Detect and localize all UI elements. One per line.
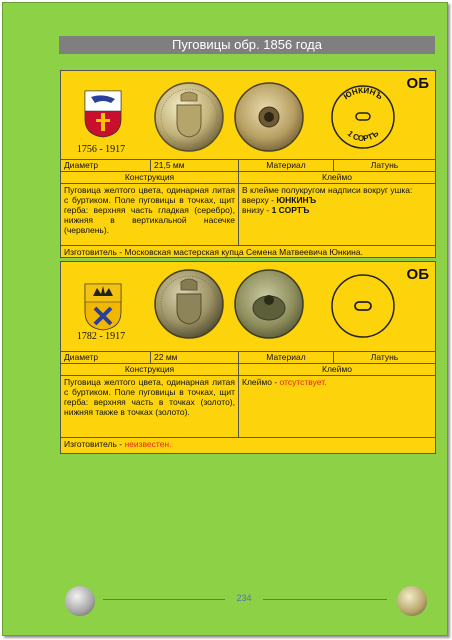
maker-label: Изготовитель - [64, 247, 125, 257]
stamp-header: Клеймо [322, 172, 352, 182]
construction-text: Пуговица желтого цвета, одинарная литая с буртиком. Поле пуговицы в точках, щит герба: верхняя часть гладкая (серебро), нижняя в вертикальной насечке (червлень). [61, 184, 239, 246]
diameter-label: Диаметр [61, 160, 151, 171]
button-front-photo [153, 81, 225, 153]
stamp-desc-bottom-value: 1 СОРТЪ [271, 205, 310, 215]
eagle-medallion-icon [65, 586, 95, 616]
svg-text:ЮНКИНЪ [342, 86, 384, 102]
maker-text [61, 438, 435, 450]
stamp-desc-bottom-prefix: внизу - [242, 205, 272, 215]
footer-divider-left [103, 599, 225, 600]
stamp-desc-top-prefix: вверху - [242, 195, 277, 205]
stamp-desc-line-2 [242, 195, 432, 205]
maker-text [61, 246, 435, 258]
years-label: 1756 - 1917 [76, 144, 126, 155]
mark-label: ОБ [406, 75, 429, 92]
material-label: Материал [239, 160, 334, 171]
header-row [61, 171, 435, 183]
footer-divider-right [263, 599, 387, 600]
stamp-header: Клеймо [322, 364, 352, 374]
stamp-desc-line-3 [242, 205, 432, 215]
maker-value: неизвестен. [124, 439, 172, 449]
page [2, 2, 448, 636]
button-back-photo [233, 81, 305, 153]
construction-header: Конструкция [61, 364, 239, 375]
mark-label: ОБ [406, 266, 429, 283]
maker-row [61, 245, 435, 258]
stamp-description [239, 376, 435, 388]
construction-header: Конструкция [61, 172, 239, 183]
maker-value: Московская мастерская купца Семена Матвеевича Юнкина. [124, 247, 363, 257]
construction-text: Пуговица желтого цвета, одинарная литая с буртиком. Поле пуговицы в точках, щит герба: верхняя часть в точках (золото), нижняя также в точках (золото). [61, 376, 239, 438]
stamp-desc-prefix: Клеймо - [242, 377, 280, 387]
button-card-2 [60, 261, 436, 454]
description-row [61, 183, 435, 245]
description-row [61, 375, 435, 437]
button-back-photo [233, 268, 305, 340]
stamp-text-top: ЮНКИНЪ [341, 85, 385, 102]
page-title: Пуговицы обр. 1856 года [59, 36, 435, 54]
monogram-medallion-icon [397, 586, 427, 616]
diameter-value: 21,5 мм [151, 160, 239, 171]
stamp-desc-line-1: В клейме полукругом надписи вокруг ушка: [242, 185, 413, 195]
spec-row [61, 159, 435, 171]
stamp-text-bottom: 1 СОРТЪ [345, 128, 381, 144]
stamp-drawing [329, 83, 397, 151]
stamp-desc-value: отсутствует. [279, 377, 327, 387]
material-label: Материал [239, 352, 334, 363]
material-value: Латунь [370, 160, 399, 170]
button-front-photo [153, 268, 225, 340]
stamp-description [239, 184, 435, 216]
diameter-value: 22 мм [151, 352, 239, 363]
material-value: Латунь [370, 352, 399, 362]
diameter-label: Диаметр [61, 352, 151, 363]
stamp-desc-top-value: ЮНКИНЪ [276, 195, 317, 205]
maker-row [61, 437, 435, 453]
coat-of-arms-1 [83, 89, 123, 139]
button-card-1 [60, 70, 436, 258]
stamp-drawing [329, 272, 397, 340]
svg-text:1 СОРТЪ [346, 129, 381, 143]
years-label: 1782 - 1917 [76, 331, 126, 342]
header-row [61, 363, 435, 375]
spec-row [61, 351, 435, 363]
coat-of-arms-2 [83, 282, 123, 332]
page-number: 234 [236, 593, 252, 603]
maker-label: Изготовитель - [64, 439, 125, 449]
